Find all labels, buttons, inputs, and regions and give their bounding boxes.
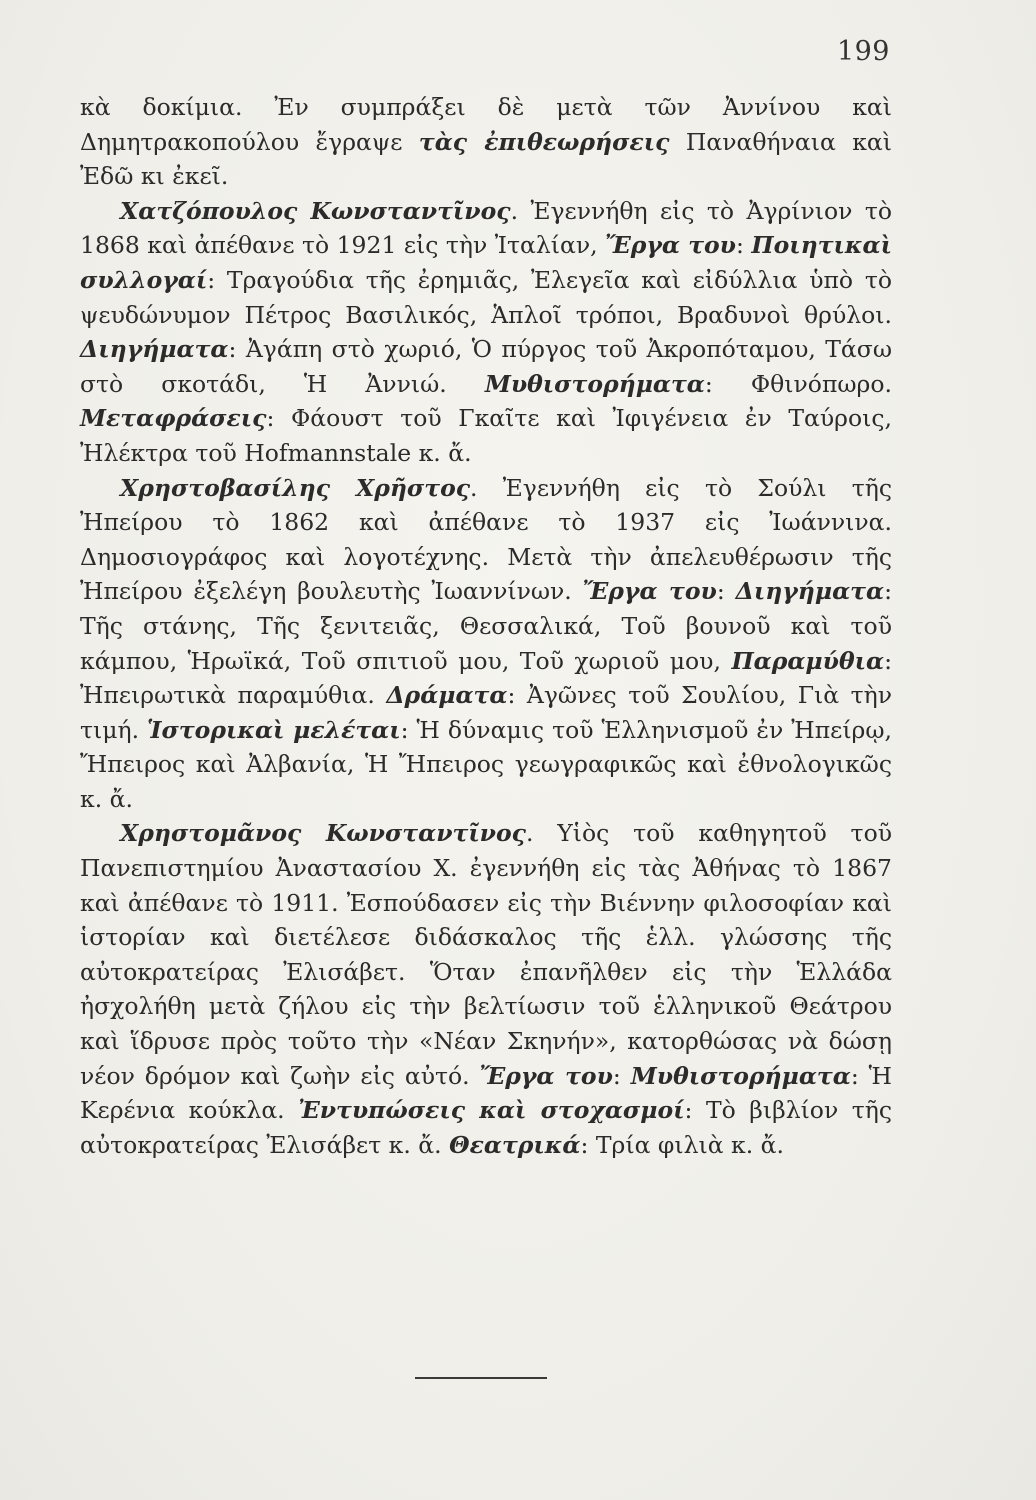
emphasized-term: Ἔργα του xyxy=(582,577,717,606)
text-run: . Υἱὸς τοῦ καθηγητοῦ τοῦ Πανεπιστημίου Ἀναστασίου Χ. ἐγεννήθη εἰς τὰς Ἀθήνας τὸ 1867 καὶ ἀπέθανε τὸ 1911. Ἐσπούδασεν εἰς τὴν Βιέννην φιλοσοφίαν καὶ ἱστορίαν καὶ διετέλεσε διδάσκαλος τῆς ἑλλ. γλώσσης τῆς αὐτοκρατείρας Ἐλισάβετ. Ὅταν ἐπανῆλθεν εἰς τὴν Ἑλλάδα ἠσχολήθη μετὰ ζήλου εἰς τὴν βελτίωσιν τοῦ ἑλληνικοῦ Θεάτρου καὶ ἵδρυσε πρὸς τοῦτο τὴν «Νέαν Σκηνήν», κατορθώσας νὰ δώσῃ νέον δρόμον καὶ ζωὴν εἰς αὐτό. xyxy=(80,819,892,1090)
text-run: : Ἠπειρωτικὰ παραμύθια. xyxy=(80,646,892,710)
text-run: : Τρία φιλιὰ κ. ἄ. xyxy=(580,1130,784,1159)
emphasized-term: Παραμύθια xyxy=(731,646,885,675)
emphasized-term: τὰς ἐπιθεωρήσεις xyxy=(418,127,670,156)
emphasized-term: Ἱστορικαὶ μελέται xyxy=(147,715,401,744)
page-number: 199 xyxy=(836,36,890,67)
emphasized-term: Θεατρικά xyxy=(449,1130,581,1159)
text-run: : Ἀγάπη στὸ χωριό, Ὁ πύργος τοῦ Ἀκροπόταμου, Τάσω στὸ σκοτάδι, Ἡ Ἀννιώ. xyxy=(80,335,892,398)
emphasized-term: Ἔργα του xyxy=(479,1061,613,1090)
paragraph xyxy=(80,90,892,194)
body-text xyxy=(80,90,892,1162)
text-run: : Τὸ βιβλίον τῆς αὐτοκρατείρας Ἐλισάβετ κ. ἄ. xyxy=(80,1096,892,1159)
emphasized-term: Μεταφράσεις xyxy=(80,404,267,433)
text-run: . Ἐγεννήθη εἰς τὸ Σούλι τῆς Ἠπείρου τὸ 1862 καὶ ἀπέθανε τὸ 1937 εἰς Ἰωάννινα. Δημοσιογράφος καὶ λογοτέχνης. Μετὰ τὴν ἀπελευθέρωσιν τῆς Ἠπείρου ἐξελέγη βουλευτὴς Ἰωαννίνων. xyxy=(80,473,892,606)
text-run: . Ἐγεννήθη εἰς τὸ Ἀγρίνιον τὸ 1868 καὶ ἀπέθανε τὸ 1921 εἰς τὴν Ἰταλίαν, xyxy=(80,196,892,260)
section-divider-rule xyxy=(415,1377,547,1379)
text-run: : Ἡ Κερένια κούκλα. xyxy=(80,1061,892,1125)
text-run: : Ἀγῶνες τοῦ Σουλίου, Γιὰ τὴν τιμή. xyxy=(80,681,892,744)
text-run: : Ἡ δύναμις τοῦ Ἑλληνισμοῦ ἐν Ἠπείρῳ, Ἤπειρος καὶ Ἀλβανία, Ἡ Ἤπειρος γεωγραφικῶς καὶ ἐθνολογικῶς κ. ἄ. xyxy=(80,715,892,813)
emphasized-term: Διηγήματα xyxy=(80,335,229,364)
paragraph xyxy=(80,194,892,471)
emphasized-term: Μυθιστορήματα xyxy=(484,369,705,398)
text-run: : xyxy=(736,231,752,260)
paragraph xyxy=(80,471,892,817)
emphasized-term: Χρηστοβασίλης Χρῆστος xyxy=(120,473,471,502)
emphasized-term: Ἐντυπώσεις καὶ στοχασμοί xyxy=(298,1096,685,1125)
text-run: : Φάουστ τοῦ Γκαῖτε καὶ Ἰφιγένεια ἐν Ταύροις, Ἠλέκτρα τοῦ Hofmannstale κ. ἄ. xyxy=(80,404,892,467)
emphasized-term: Ἔργα του xyxy=(605,231,736,260)
text-run: : Τραγούδια τῆς ἐρημιᾶς, Ἐλεγεῖα καὶ εἰδύλλια ὑπὸ τὸ ψευδώνυμον Πέτρος Βασιλικός, Ἁπλοῖ τρόποι, Βραδυνοὶ θρύλοι. xyxy=(80,265,892,329)
emphasized-term: Χατζόπουλος Κωνσταντῖνος xyxy=(120,196,511,225)
text-run: : xyxy=(716,577,736,606)
text-run: κὰ δοκίμια. Ἐν συμπράξει δὲ μετὰ τῶν Ἀννίνου καὶ Δημητρακοπούλου ἔγραψε xyxy=(80,93,892,156)
emphasized-term: Μυθιστορήματα xyxy=(630,1061,851,1090)
emphasized-term: Δράματα xyxy=(386,681,508,710)
emphasized-term: Χρηστομᾶνος Κωνσταντῖνος xyxy=(120,819,526,848)
paragraph xyxy=(80,816,892,1162)
text-run: : xyxy=(612,1061,631,1090)
text-run: : Φθινόπωρο. xyxy=(704,369,892,398)
emphasized-term: Διηγήματα xyxy=(735,577,885,606)
text-run: : Τῆς στάνης, Τῆς ξενιτειᾶς, Θεσσαλικά, Τοῦ βουνοῦ καὶ τοῦ κάμπου, Ἡρωϊκά, Τοῦ σπιτιοῦ μου, Τοῦ χωριοῦ μου, xyxy=(80,577,892,675)
text-run: Παναθήναια καὶ Ἐδῶ κι ἐκεῖ. xyxy=(80,127,892,191)
emphasized-term: Ποιητικαὶ συλλογαί xyxy=(80,231,892,294)
